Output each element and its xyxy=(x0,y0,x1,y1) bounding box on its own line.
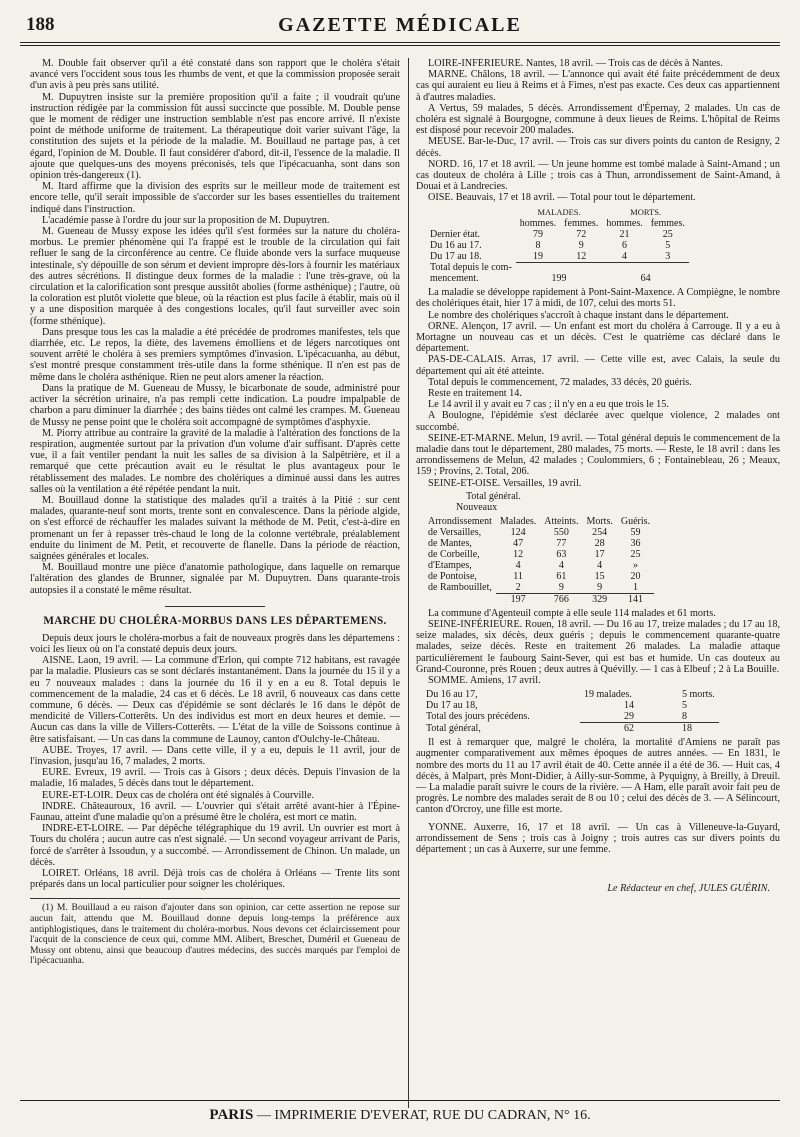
paragraph: Depuis deux jours le choléra-morbus a fait de nouveaux progrès dans les départemens : voici les lieux où on l'a constaté depuis deux jours. xyxy=(30,632,400,655)
paragraph: A Boulogne, l'épidémie s'est déclarée avec quelque violence, 2 malades ont succombé. xyxy=(416,410,780,433)
cell: 25 xyxy=(662,228,673,240)
table-row xyxy=(424,582,654,594)
col-header: Arrondissement xyxy=(428,515,492,527)
row-label: d'Etampes, xyxy=(428,559,472,571)
table-row xyxy=(426,251,689,263)
total-cell: 64 xyxy=(640,273,651,285)
footer-rule xyxy=(20,1100,780,1101)
somme-table xyxy=(422,689,719,734)
paragraph: Dans la pratique de M. Gueneau de Mussy, le bicarbonate de soude, administré pour activer la sécrétion urinaire, n'a pas rempli cette indication. La poudre impalpable de charbon a paru diminuer la diarrhée ; des bains tièdes ont calmé les crampes. M. Gueneau de Mussy ne pense point que le choléra soit accompagné de symptômes d'asphyxie. xyxy=(30,382,400,428)
table-row xyxy=(426,262,689,273)
cell: 77 xyxy=(556,537,567,549)
right-column xyxy=(416,58,780,1110)
paragraph: M. Bouillaud montre une pièce d'anatomie pathologique, dans laquelle on remarque l'altération des glandes de Brunner, signalée par M. Dupuytren. Dans quarante-trois autopsies il a constaté le même résultat. xyxy=(30,562,400,596)
cell: 19 malades. xyxy=(584,689,632,701)
total-cell: 197 xyxy=(496,593,540,605)
sub-header: femmes. xyxy=(650,217,685,229)
table-row xyxy=(426,273,689,284)
table-row xyxy=(426,229,689,240)
total-cell: 62 xyxy=(580,723,678,735)
row-label: Total général, xyxy=(426,722,481,734)
cell: 20 xyxy=(630,570,641,582)
cell: 21 xyxy=(619,228,630,240)
paragraph: PAS-DE-CALAIS. Arras, 17 avril. — Cette ville est, avec Calais, la seule du département qui ait été atteinte. xyxy=(416,354,780,377)
cell: 4 xyxy=(622,250,628,262)
cell: 15 xyxy=(594,570,605,582)
paragraph: LOIRET. Orléans, 18 avril. Déjà trois cas de choléra à Orléans — Trente lits sont préparés dans un local particulier pour soigner les cholériques. xyxy=(30,868,400,891)
row-label: mencement. xyxy=(430,273,479,285)
row-label: Du 16 au 17, xyxy=(426,689,478,701)
cell: 6 xyxy=(622,239,628,251)
cell: 9 xyxy=(597,581,603,593)
row-label: de Rambouillet, xyxy=(428,582,492,594)
paragraph: EURE-ET-LOIR. Deux cas de choléra ont été signalés à Courville. xyxy=(42,789,315,801)
total-cell: 329 xyxy=(582,593,616,605)
cell: 9 xyxy=(558,581,564,593)
row-label: Total depuis le com- xyxy=(430,262,512,274)
row-label: Total des jours précédens. xyxy=(426,711,530,723)
table-row xyxy=(422,689,719,700)
cell: 63 xyxy=(556,548,567,560)
row-label: Du 16 au 17. xyxy=(430,239,482,251)
table-row xyxy=(424,571,654,582)
paragraph: EURE. Evreux, 19 avril. — Trois cas à Gisors ; deux décès. Depuis l'invasion de la maladie, 16 malades, 5 décès dans tout le département. xyxy=(30,767,400,790)
page-header xyxy=(20,14,780,40)
cell: 47 xyxy=(513,537,524,549)
paragraph: MEUSE. Bar-le-Duc, 17 avril. — Trois cas sur divers points du canton de Resigny, 2 décès. xyxy=(416,136,780,159)
cell: 5 xyxy=(665,239,671,251)
cell: 59 xyxy=(630,526,641,538)
cell: 124 xyxy=(510,526,526,538)
page-number: 188 xyxy=(26,14,55,35)
paragraph: SEINE-ET-OISE. Versailles, 19 avril. xyxy=(428,477,582,489)
cell: 29 xyxy=(624,711,634,723)
cell: 25 xyxy=(630,548,641,560)
paragraph: INDRE-ET-LOIRE. — Par dépêche télégraphique du 19 avril. Un ouvrier est mort à Tours du choléra ; aucun autre cas n'est signalé. — Un second voyageur arrivant de Paris, forcé de s'arrêter à Issoudun, y a succombé. — Arrondissement de Chinon. Un malade, un décès. xyxy=(30,823,400,868)
paragraph: La maladie se développe rapidement à Pont-Saint-Maxence. A Compiègne, le nombre des cholériques était, hier 17 à midi, de 107, celui des morts 51. xyxy=(416,287,780,310)
section-title: MARCHE DU CHOLÉRA-MORBUS DANS LES DÉPARTEMENS. xyxy=(43,614,387,627)
paragraph: M. Itard affirme que la division des esprits sur le meilleur mode de traitement est encore telle, qu'il serait impossible de s'accorder sur les bases essentielles du traitement indiqué dans l'instruction. xyxy=(30,181,400,215)
cell: 36 xyxy=(630,537,641,549)
table-row xyxy=(424,538,654,549)
paragraph: M. Double fait observer qu'il a été constaté dans son rapport que le choléra s'était avancé vers l'occident sous tous les rhumbs de vent, et que la commission proposée serait d'un avis à peu près sans utilité. xyxy=(30,58,400,92)
row-label: de Pontoise, xyxy=(428,570,477,582)
paragraph: OISE. Beauvais, 17 et 18 avril. — Total pour tout le département. xyxy=(428,192,696,204)
paragraph: Dans presque tous les cas la maladie a été précédée de prodromes manifestes, tels que diarrhée, etc. Le repos, la diète, des lavemens émolliens et de légers narcotiques ont souvent arrêté le choléra à ses premiers symptômes d'invasion. L'ipécacuanha, au début, s'est montré presque constamment très-utile dans la forme sthénique. Il n'en est pas de même dans le choléra asthénique. Rien ne peut alors amener la réaction. xyxy=(30,326,400,383)
departments-report xyxy=(30,633,400,891)
table-title: Total général. xyxy=(466,490,521,502)
cell: 8 xyxy=(682,711,687,723)
cell: 72 xyxy=(576,228,587,240)
cell: 5 xyxy=(682,700,687,712)
cell: 254 xyxy=(592,526,608,538)
academy-report xyxy=(30,58,400,596)
sub-header: hommes. xyxy=(519,217,557,229)
table-row xyxy=(424,527,654,538)
paragraph: M. Gueneau de Mussy expose les idées qu'il s'est formées sur la nature du choléra-morbus. Le premier phénomène qui l'a frappé est le trouble de la circulation qui fait refluer le sang de la circonférence au centre. Ce fluide abonde vers la surface muqueuse intestinale, s'y dépouille de son sérum et devient impropre dès-lors à fournir les matériaux des autres sécrétions. Il distingue deux formes de la maladie : l'une très-grave, où la circulation et la calorification sont presque aussitôt abolies (forme asthénique) ; l'autre, où la coloration est plutôt violette que bleue, où la réaction est plus facile à établir, mais où il y a une disposition marquée à des congestions locales, qu'il faut surveiller avec soin (forme sthénique). xyxy=(30,226,400,327)
cell: 4 xyxy=(597,559,603,571)
cell: 28 xyxy=(594,537,605,549)
cell: 5 morts. xyxy=(682,689,715,701)
table-row xyxy=(422,723,719,735)
paragraph: SOMME. Amiens, 17 avril. xyxy=(428,675,541,687)
paragraph: M. Piorry attribue au contraire la gravité de la maladie à l'altération des fonctions de la respiration, augmentée surtout par la privation d'un volume d'air suffisant. D'après cette vue, il a fait ventiler pendant la nuit les salles de sa division à la Salpêtrière, et il a remarqué que cette précaution avait eu le résultat le plus avantageux pour le rétablissement des malades. Le nombre des cholériques a diminué aussi dans les autres salles où la ventilation a été répétée pendant la nuit. xyxy=(30,427,400,495)
header-rule-2 xyxy=(20,45,780,46)
paragraph: AUBE. Troyes, 17 avril. — Dans cette ville, il y a eu, depuis le 11 avril, jour de l'invasion, jusqu'au 16, 7 malades, 2 morts. xyxy=(30,744,400,767)
cell: 14 xyxy=(624,700,634,712)
table-row xyxy=(424,593,654,605)
paragraph: SEINE-ET-MARNE. Melun, 19 avril. — Total général depuis le commencement de la maladie dans tout le département, 280 malades, 75 morts. — Reste, le 18 avril : dans les arrondissemens de Melun, 42 malades ; Coulommiers, 6 ; Fontainebleau, 26 ; Meaux, 159 ; Provins, 2. Total, 206. xyxy=(416,432,780,478)
paragraph: AISNE. Laon, 19 avril. — La commune d'Erlon, qui compte 712 habitans, est ravagée par la maladie. Plusieurs cas se sont déclarés instantanément. Dans la journée du 15 il y a eu 7 nouveaux malades : dans la journée du 16 il y en a eu 8. Total depuis le commencement de la maladie, 24 cas et 6 décès. Le 18 avril, 6 nouveaux cas dans cette commune, 6 décès. — Deux cas d'épidémie se sont déclarés le 16 dans le dépôt de mendicité de Villers-Cotterêts. Un des individus est mort en deux heures et demie. — Aucun cas dans la ville de Villers-Cotterêts. — L'état de la ville de Soissons continue à être satisfaisant. — Un cas dans la commune de Launoy, canton d'Oulchy-le-Château. xyxy=(30,655,400,745)
cell: » xyxy=(632,559,638,571)
col-header: Atteints. xyxy=(544,515,579,527)
paragraph: A Vertus, 59 malades, 5 décès. Arrondissement d'Épernay, 2 malades. Un cas de choléra est signalé à Bourgogne, commune à deux lieues de Reims. L'hôpital de Reims est disposé pour recevoir 200 malades. xyxy=(416,102,780,137)
paragraph: NORD. 16, 17 et 18 avril. — Un jeune homme est tombé malade à Saint-Amand ; un cas douteux de choléra à Lille ; trois cas à Thun, arrondissement de Saint-Amand, à Douai et à Landrecies. xyxy=(416,158,780,193)
paragraph: Reste en traitement 14. xyxy=(428,387,522,399)
column-divider xyxy=(408,58,409,1108)
row-label: Du 17 au 18, xyxy=(426,700,478,712)
sub-header: femmes. xyxy=(564,217,599,229)
table-subtitle: Nouveaux xyxy=(456,501,498,513)
cell: 12 xyxy=(576,250,587,262)
paragraph: MARNE. Châlons, 18 avril. — L'annonce qui avait été faite précédemment de deux cas qui auraient eu lieu à Reims et à Fimes, n'est pas exacte. Ces deux cas appartiennent à d'autres maladies. xyxy=(416,69,780,103)
cell: 61 xyxy=(556,570,567,582)
col-header: Malades. xyxy=(499,515,537,527)
cell: 4 xyxy=(558,559,564,571)
total-cell: 18 xyxy=(678,723,719,735)
paragraph: LOIRE-INFÉRIEURE. Nantes, 18 avril. — Trois cas de décès à Nantes. xyxy=(428,58,723,69)
total-cell: 141 xyxy=(617,593,654,605)
paragraph: Le nombre des cholériques s'accroît à chaque instant dans le département. xyxy=(428,309,729,321)
imprint-printer: — IMPRIMERIE D'EVERAT, RUE DU CADRAN, N° 16. xyxy=(256,1108,591,1123)
row-label: de Versailles, xyxy=(428,526,482,538)
group-header: MALADES. xyxy=(537,206,581,217)
cell: 550 xyxy=(553,526,569,538)
paragraph: Il est à remarquer que, malgré le choléra, la mortalité d'Amiens ne paraît pas augmenter comparativement aux mêmes époques de autres années. — En 1831, le nombre des morts du 11 au 17 avril était de 40. Cette année il a été de 36. — Huit cas, 4 décès, à Malpart, près Mont-Didier, à Ailly-sur-Somme, à Pyquigny, à Breilly, à Dreuil. — La maladie paraît suivre le cours de la rivière. — A Ham, elle paraît avoir fait peu de progrès. Le nombre des malades serait de 8 ou 10 ; celui des décès de 3. — A Sélincourt, canton d'Orcroy, une fille est morte. xyxy=(416,737,780,816)
cell: 9 xyxy=(578,239,584,251)
table-row xyxy=(422,711,719,723)
table-row xyxy=(422,700,719,711)
cell: 3 xyxy=(665,250,671,262)
section-rule xyxy=(165,606,265,607)
journal-title: GAZETTE MÉDICALE xyxy=(278,14,522,36)
row-label: Dernier état. xyxy=(430,228,480,240)
cell: 1 xyxy=(632,581,638,593)
header-rule xyxy=(20,42,780,43)
cell: 79 xyxy=(532,228,543,240)
total-cell: 199 xyxy=(551,273,567,285)
table-row xyxy=(426,240,689,251)
paragraph: SEINE-INFÉRIEURE. Rouen, 18 avril. — Du 16 au 17, treize malades ; du 17 au 18, seize malades, six décès, deux guéris ; depuis le commencement quarante-quatre malades, seize décès. Reste en traitement 26 malades. La maladie attaque particulièrement le faubourg Saint-Sever, qui est bas et humide. Un cas douteux au Grand-Couronne, près Rouen ; deux autres à Quévilly. — 1 cas à Elbeuf ; 2 à La Bouille. xyxy=(416,619,780,675)
paragraph: L'académie passe à l'ordre du jour sur la proposition de M. Dupuytren. xyxy=(42,214,330,226)
cell: 2 xyxy=(515,581,521,593)
paragraph: ORNE. Alençon, 17 avril. — Un enfant est mort du choléra à Carrouge. Il y a eu à Mortagne un nouveau cas et un décès. C'est le quatrième cas déclaré dans le département. xyxy=(416,320,780,355)
cell: 8 xyxy=(535,239,541,251)
sub-header: hommes. xyxy=(606,217,643,229)
table-row xyxy=(424,560,654,571)
imprint-city: PARIS xyxy=(209,1107,254,1123)
paragraph: La commune d'Agenteuil compte à elle seule 114 malades et 61 morts. xyxy=(428,607,716,619)
printer-imprint xyxy=(0,1107,800,1124)
cell: 11 xyxy=(513,570,523,582)
cell: 17 xyxy=(594,548,605,560)
paragraph: M. Dupuytren insiste sur la première proposition qu'il a faite ; il voudrait qu'une instruction rédigée par la commission fût aussi succincte que possible. M. Double pense que le moment de rédiger une instruction semblable n'est pas encore arrivé. Il n'existe point de méthode uniforme de traitement. La thérapeutique doit varier suivant l'âge, la constitution des sujets et la période de la maladie. M. Bouillaud ne partage pas, à cet égard, l'opinion de M. Double. Il faut considérer d'abord, dit-il, l'essence de la maladie. Il ajoute que quelques-uns des moyens préconisés, tels que l'ipécacuanha, sont dans son opinion très-dangereux (1). xyxy=(30,91,400,182)
oise-table xyxy=(426,207,689,285)
group-header: MORTS. xyxy=(630,206,662,217)
paragraph: YONNE. Auxerre, 16, 17 et 18 avril. — Un cas à Villeneuve-la-Guyard, arrondissement de Sens ; trois cas à Joigny ; trois autres cas sur divers points du département ; un cas à Auxerre, sur une femme. xyxy=(416,821,780,856)
total-cell: 766 xyxy=(540,593,582,605)
table-row xyxy=(424,549,654,560)
row-label: de Corbeille, xyxy=(428,548,480,560)
paragraph: M. Bouillaud donne la statistique des malades qu'il a traités à la Pitié : sur cent malades, quarante-neuf sont morts, trente sont en convalescence. Dans la période algide, on s'est efforcé de réchauffer les malades suivant la méthode de M. Petit, c'est-à-dire en promenant un fer à repasser très-chaud le long de la colonne vertébrale, préalablement enduite du liniment de M. Petit, et recouverte de flanelle. Dans la période de réaction, saignées générales et locales. xyxy=(30,494,400,562)
left-column xyxy=(30,58,400,1110)
editor-signature: Le Rédacteur en chef, JULES GUÉRIN. xyxy=(607,883,770,895)
col-header: Guéris. xyxy=(620,515,651,527)
cell: 4 xyxy=(515,559,521,571)
paragraph: Le 14 avril il y avait eu 7 cas ; il n'y en a eu que trois le 15. xyxy=(428,399,669,411)
paragraph: Total depuis le commencement, 72 malades, 33 décès, 20 guéris. xyxy=(428,376,692,388)
cell: 19 xyxy=(532,250,543,262)
row-label: de Mantes, xyxy=(428,537,472,549)
seine-et-oise-table xyxy=(424,516,654,605)
footnote: (1) M. Bouillaud a eu raison d'ajouter dans son opinion, car cette assertion ne repose sur aucun fait, attendu que M. Bouillaud donne depuis long-temps la préférence aux antiphlogistiques, dans le traitement du choléra-morbus. Nous devons cet éclaircissement pour l'acquit de la conscience de ceux qui, comme MM. Alibert, Breschet, Duméril et Gueneau de Mussy ont obtenu, ainsi que beaucoup d'autres médecins, des succès marqués par l'emploi de l'ipécacuanha. xyxy=(30,902,400,967)
col-header: Morts. xyxy=(586,515,613,527)
paragraph: INDRE. Châteauroux, 16 avril. — L'ouvrier qui s'était arrêté avant-hier à l'Épine-Faunau, atteint d'une maladie qu'on a présumé être le choléra, est mort ce matin. xyxy=(30,800,400,823)
footnote-rule xyxy=(30,898,400,899)
row-label: Du 17 au 18. xyxy=(430,250,482,262)
cell: 12 xyxy=(513,548,524,560)
